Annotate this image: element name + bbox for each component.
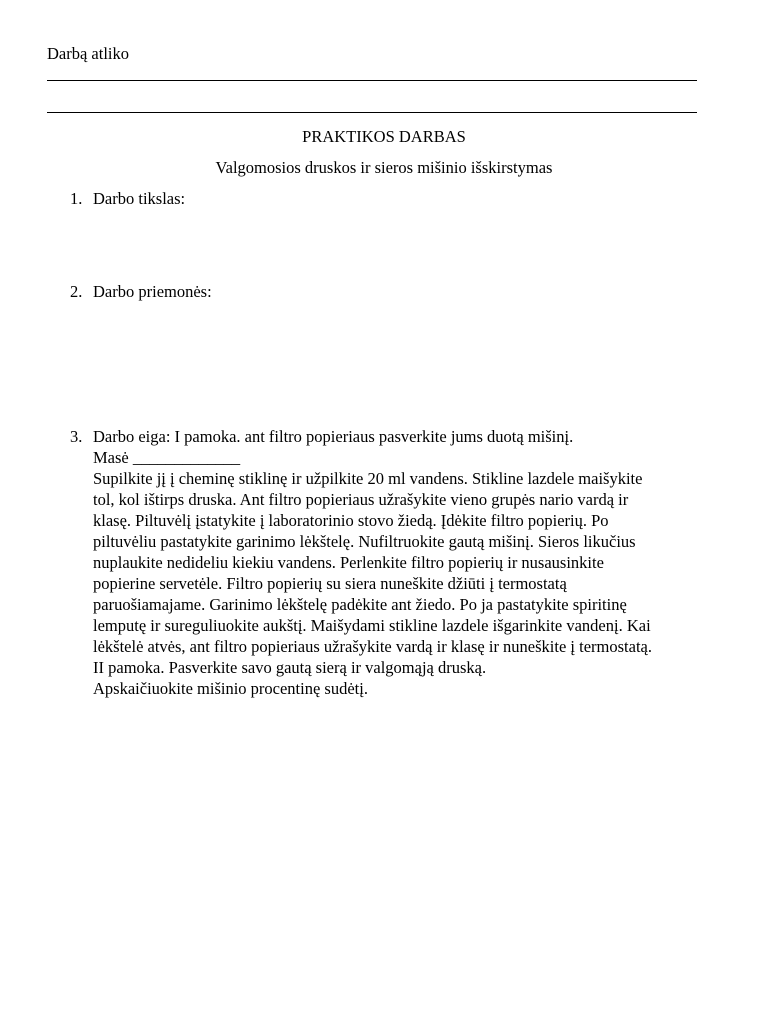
procedure-line: nuplaukite nedideliu kiekiu vandens. Perlenkite filtro popierių ir nusausinkite xyxy=(93,553,604,572)
document-subtitle: Valgomosios druskos ir sieros mišinio išskirstymas xyxy=(215,158,553,177)
mass-line: Masė _____________ xyxy=(93,448,241,467)
document-title: PRAKTIKOS DARBAS xyxy=(302,127,466,146)
procedure-line: lėkštelė atvės, ant filtro popieriaus užrašykite vardą ir klasę ir nuneškite į termostatą. xyxy=(93,637,652,656)
procedure-line: paruošiamajame. Garinimo lėkštelę padėkite ant žiedo. Po ja pastatykite spiritinę xyxy=(93,595,627,614)
item-3-number: 3. xyxy=(70,427,83,446)
procedure-line: klasę. Piltuvėlį įstatykite į laboratorinio stovo žiedą. Įdėkite filtro popierių. Po xyxy=(93,511,609,530)
item-1-number: 1. xyxy=(70,189,83,208)
item-2-text: Darbo priemonės: xyxy=(93,282,212,301)
procedure-line: II pamoka. Pasverkite savo gautą sierą ir valgomąją druską. xyxy=(93,658,487,677)
procedure-line: piltuvėliu pastatykite garinimo lėkštelę. Nufiltruokite gautą mišinį. Sieros likučius xyxy=(93,532,636,551)
item-2-number: 2. xyxy=(70,282,83,301)
author-underline-1 xyxy=(47,80,697,81)
procedure-line: tol, kol ištirps druska. Ant filtro popieriaus užrašykite vieno grupės nario vardą ir xyxy=(93,490,629,509)
author-label: Darbą atliko xyxy=(47,44,130,63)
author-underline-2 xyxy=(47,112,697,113)
procedure-line: Apskaičiuokite mišinio procentinę sudėtį. xyxy=(93,679,368,698)
procedure-text xyxy=(93,468,652,699)
item-1-text: Darbo tikslas: xyxy=(93,189,186,208)
procedure-line: popierine servetėle. Filtro popierių su siera nuneškite džiūti į termostatą xyxy=(93,574,567,593)
item-3-text: Darbo eiga: I pamoka. ant filtro popieriaus pasverkite jums duotą mišinį. xyxy=(93,427,574,446)
procedure-line: lemputę ir sureguliuokite aukštį. Maišydami stikline lazdele išgarinkite vandenį. Kai xyxy=(93,616,651,635)
procedure-line: Supilkite jį į cheminę stiklinę ir užpilkite 20 ml vandens. Stikline lazdele maišykite xyxy=(93,469,643,488)
